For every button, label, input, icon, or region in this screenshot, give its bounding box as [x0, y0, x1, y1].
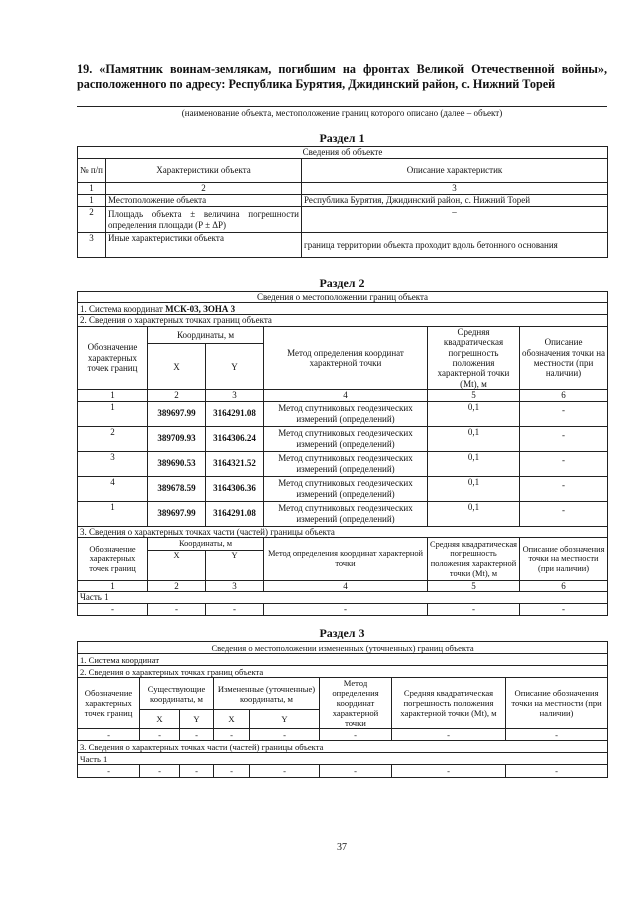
column-index: 4 [264, 581, 428, 592]
col-header-existing-coordinates: Существующие координаты, м [140, 678, 214, 710]
col-header-designation: Обозначение характерных точек границ [78, 538, 148, 581]
column-index: 5 [428, 390, 520, 401]
col-header-num: № п/п [78, 159, 106, 183]
col-header-description: Описание характеристик [302, 159, 608, 183]
row-number: 3 [78, 233, 106, 258]
point-y: 3164291.08 [206, 501, 264, 526]
empty-cell: - [320, 765, 392, 778]
title-underline [77, 106, 607, 107]
empty-cell: - [140, 729, 180, 741]
col-header-existing-x: X [140, 710, 180, 729]
empty-cell: - [140, 765, 180, 778]
empty-cell: - [428, 603, 520, 615]
points-label: 2. Сведения о характерных точках границ объекта [78, 666, 608, 678]
empty-cell: - [148, 603, 206, 615]
table-row [78, 207, 608, 233]
point-x: 389697.99 [148, 401, 206, 426]
part-label: Часть 1 [78, 753, 608, 765]
characteristic-value: Республика Бурятия, Джидинский район, с. Нижний Торей [302, 195, 608, 207]
table-title: Сведения о местоположении измененных (уточненных) границ объекта [78, 642, 608, 654]
point-method: Метод спутниковых геодезических измерений (определений) [264, 476, 428, 501]
col-header-x: X [148, 344, 206, 390]
section2-heading: Раздел 2 [319, 276, 365, 290]
point-designation: 2 [78, 426, 148, 451]
column-index: 4 [264, 390, 428, 401]
empty-cell: - [506, 729, 608, 741]
characteristic-name: Площадь объекта ± величина погрешности определения площади (P ± ΔP) [106, 207, 302, 233]
col-header-error: Средняя квадратическая погрешность положения характерной точки (Mt), м [428, 538, 520, 581]
parts-label: 3. Сведения о характерных точках части (частей) границы объекта [78, 741, 608, 753]
point-error: 0,1 [428, 501, 520, 526]
empty-cell: - [264, 603, 428, 615]
empty-cell: - [392, 765, 506, 778]
section1-table [77, 146, 608, 258]
empty-cell: - [206, 603, 264, 615]
empty-cell: - [180, 729, 214, 741]
col-header-designation: Обозначение характерных точек границ [78, 678, 140, 729]
point-designation: 3 [78, 451, 148, 476]
column-index: 6 [520, 390, 608, 401]
col-header-changed-coordinates: Измененные (уточненные) координаты, м [214, 678, 320, 710]
col-header-characteristics: Характеристики объекта [106, 159, 302, 183]
col-header-error: Средняя квадратическая погрешность положения характерной точки (Mt), м [428, 326, 520, 389]
section3-heading: Раздел 3 [319, 626, 365, 640]
column-index: 5 [428, 581, 520, 592]
empty-cell: - [214, 765, 250, 778]
characteristic-value: граница территории объекта проходит вдоль бетонного основания [302, 233, 608, 258]
row-number: 1 [78, 195, 106, 207]
empty-cell: - [520, 603, 608, 615]
point-y: 3164306.36 [206, 476, 264, 501]
column-index: 1 [78, 183, 106, 195]
table-row [78, 426, 608, 451]
section2-table [77, 291, 608, 616]
point-method: Метод спутниковых геодезических измерений (определений) [264, 501, 428, 526]
point-description: - [520, 451, 608, 476]
parts-label: 3. Сведения о характерных точках части (частей) границы объекта [78, 526, 608, 537]
empty-cell: - [250, 729, 320, 741]
point-y: 3164306.24 [206, 426, 264, 451]
empty-cell: - [392, 729, 506, 741]
col-header-designation: Обозначение характерных точек границ [78, 326, 148, 389]
column-index: 2 [148, 581, 206, 592]
row-number: 2 [78, 207, 106, 233]
col-header-changed-x: X [214, 710, 250, 729]
col-header-changed-y: Y [250, 710, 320, 729]
col-header-point-description: Описание обозначения точки на местности (при наличии) [506, 678, 608, 729]
coordinate-system-row [78, 303, 608, 315]
point-method: Метод спутниковых геодезических измерений (определений) [264, 426, 428, 451]
points-label: 2. Сведения о характерных точках границ объекта [78, 315, 608, 326]
coordinate-system-label: 1. Система координат [80, 303, 166, 314]
column-index: 1 [78, 390, 148, 401]
column-index: 3 [302, 183, 608, 195]
section1-heading: Раздел 1 [319, 131, 365, 145]
point-x: 389690.53 [148, 451, 206, 476]
table-row [78, 476, 608, 501]
point-designation: 1 [78, 501, 148, 526]
point-description: - [520, 401, 608, 426]
col-header-method: Метод определения координат характерной точки [264, 538, 428, 581]
col-header-coordinates: Координаты, м [148, 326, 264, 344]
point-method: Метод спутниковых геодезических измерений (определений) [264, 451, 428, 476]
table-row [78, 401, 608, 426]
coordinate-system-label: 1. Система координат [78, 654, 608, 666]
col-header-point-description: Описание обозначения точки на местности (при наличии) [520, 538, 608, 581]
col-header-x: X [148, 551, 206, 581]
characteristic-value: – [302, 207, 608, 233]
title-caption: (наименование объекта, местоположение границ которого описано (далее – объект) [181, 108, 503, 118]
point-description: - [520, 476, 608, 501]
document-title: 19. «Памятник воинам-землякам, погибшим на фронтах Великой Отечественной войны», расположенного по адресу: Республика Бурятия, Джидинский район, с. Нижний Торей [77, 62, 607, 91]
col-header-method: Метод определения координат характерной точки [320, 678, 392, 729]
col-header-point-description: Описание обозначения точки на местности (при наличии) [520, 326, 608, 389]
empty-cell: - [78, 765, 140, 778]
point-error: 0,1 [428, 476, 520, 501]
column-index: 6 [520, 581, 608, 592]
table-title: Сведения об объекте [78, 147, 608, 159]
page-number: 37 [337, 842, 347, 853]
characteristic-name: Иные характеристики объекта [106, 233, 302, 258]
point-x: 389678.59 [148, 476, 206, 501]
column-index: 2 [148, 390, 206, 401]
empty-cell: - [320, 729, 392, 741]
part-label: Часть 1 [78, 592, 608, 603]
point-designation: 1 [78, 401, 148, 426]
column-index: 2 [106, 183, 302, 195]
table-row [78, 233, 608, 258]
table-row [78, 195, 608, 207]
col-header-existing-y: Y [180, 710, 214, 729]
point-x: 389709.93 [148, 426, 206, 451]
empty-cell: - [214, 729, 250, 741]
col-header-error: Средняя квадратическая погрешность положения характерной точки (Mt), м [392, 678, 506, 729]
empty-cell: - [180, 765, 214, 778]
table-title: Сведения о местоположении границ объекта [78, 292, 608, 303]
table-row [78, 765, 608, 778]
table-row [78, 603, 608, 615]
point-description: - [520, 501, 608, 526]
point-designation: 4 [78, 476, 148, 501]
column-index: 3 [206, 390, 264, 401]
point-y: 3164321.52 [206, 451, 264, 476]
col-header-method: Метод определения координат характерной точки [264, 326, 428, 389]
point-method: Метод спутниковых геодезических измерений (определений) [264, 401, 428, 426]
col-header-y: Y [206, 551, 264, 581]
section3-table [77, 641, 608, 778]
point-description: - [520, 426, 608, 451]
point-y: 3164291.08 [206, 401, 264, 426]
characteristic-name: Местоположение объекта [106, 195, 302, 207]
col-header-coordinates: Координаты, м [148, 538, 264, 551]
point-x: 389697.99 [148, 501, 206, 526]
empty-cell: - [250, 765, 320, 778]
col-header-y: Y [206, 344, 264, 390]
table-row [78, 501, 608, 526]
point-error: 0,1 [428, 451, 520, 476]
table-row [78, 729, 608, 741]
point-error: 0,1 [428, 426, 520, 451]
empty-cell: - [78, 603, 148, 615]
column-index: 1 [78, 581, 148, 592]
point-error: 0,1 [428, 401, 520, 426]
column-index: 3 [206, 581, 264, 592]
coordinate-system-value: МСК-03, ЗОНА 3 [165, 303, 236, 314]
table-row [78, 451, 608, 476]
empty-cell: - [506, 765, 608, 778]
empty-cell: - [78, 729, 140, 741]
